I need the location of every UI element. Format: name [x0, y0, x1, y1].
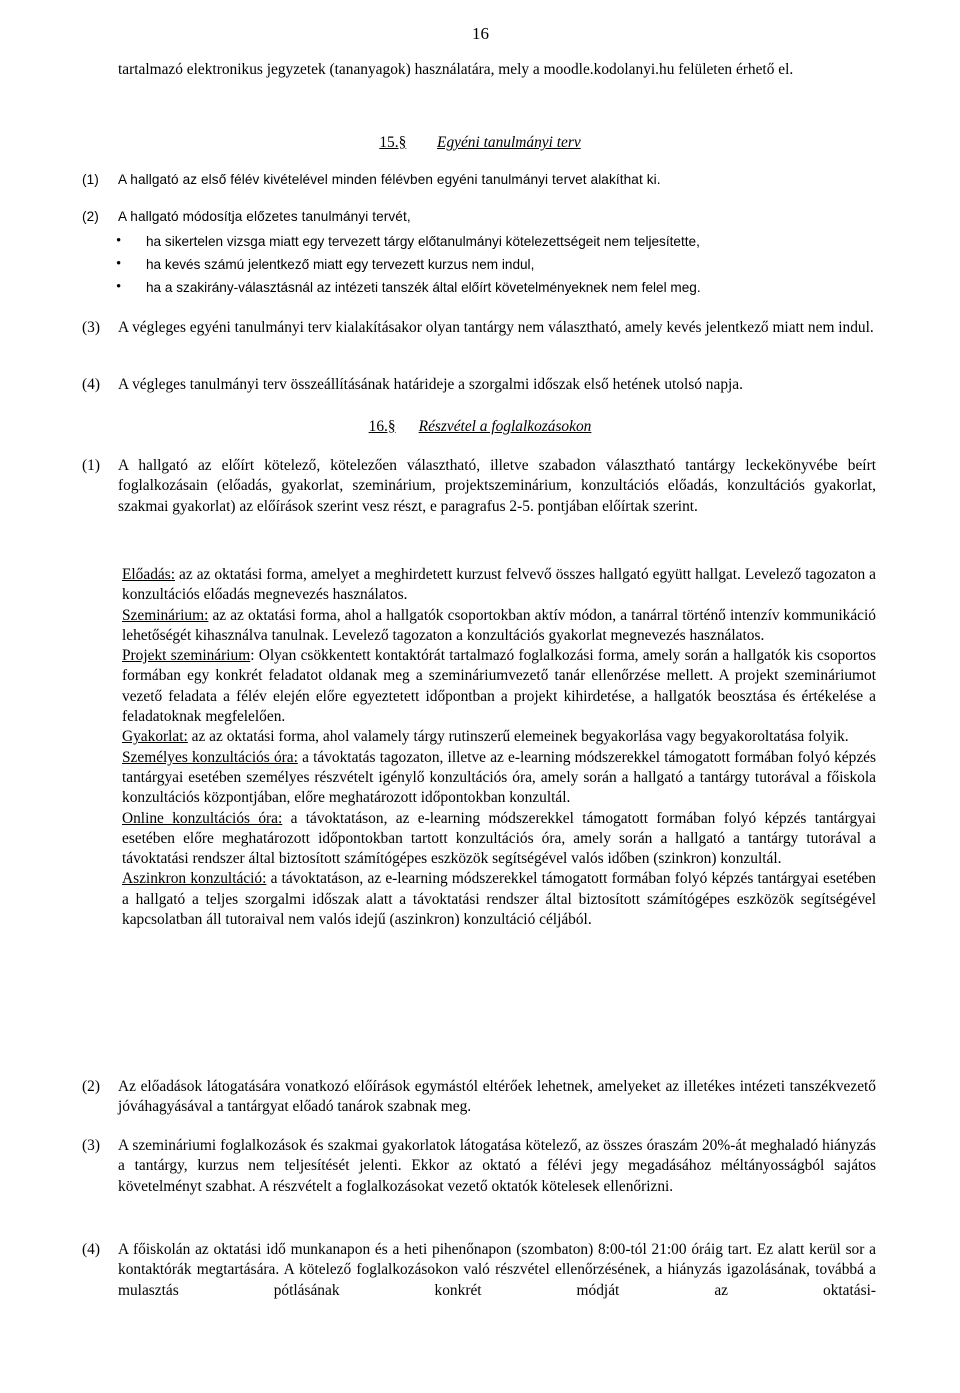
bullet-icon: • — [116, 279, 122, 295]
s15-p1-number: (1) — [82, 172, 99, 187]
s15-bullet-item: ha a szakirány-választásnál az intézeti tanszék által előírt követelményeknek nem felel meg. — [146, 280, 701, 295]
definition-item — [122, 727, 876, 747]
definitions-list — [122, 565, 876, 930]
s15-p3-number: (3) — [82, 319, 100, 336]
definition-item — [122, 646, 876, 727]
definition-text: a távoktatáson, az e-learning módszerekkel támogatott formában folyó képzés tantárgyai esetében a hallgató a teljes szorgalmi időszak alatt a távoktatási rendszer által biztosított számítógépes eszközök segítségével kapcsolatban áll tutoraival nem valós idejű (aszinkron) konzultáció céljából. — [122, 870, 876, 929]
s15-p3-text: A végleges egyéni tanulmányi terv kialakításakor olyan tantárgy nem választható, amely kevés jelentkező miatt nem indul. — [118, 319, 874, 336]
section-15-number: 15.§ — [379, 134, 407, 151]
page-number: 16 — [472, 24, 489, 43]
definition-term: Szeminárium: — [122, 606, 209, 624]
section-15-title: Egyéni tanulmányi terv — [437, 134, 581, 151]
definition-text: az az oktatási forma, ahol a hallgatók csoportokban aktív módon, a tanárral történő intenzív kommunikáció lehetőségét kihasználva tanulnak. Levelező tagozaton a konzultációs gyakorlat megnevezés használatos. — [122, 606, 876, 644]
s15-bullet-item: ha sikertelen vizsga miatt egy tervezett tárgy előtanulmányi kötelezettségeit nem teljesítette, — [146, 234, 700, 249]
definition-term: Projekt szeminárium — [122, 647, 251, 665]
s16-p3-number: (3) — [82, 1137, 100, 1154]
s16-p1-text: A hallgató az előírt kötelező, kötelezően választható, illetve szabadon választható tantárgy leckekönyvébe beírt foglalkozásain (előadás, gyakorlat, szeminárium, projektszeminárium, konzultációs előadás, konzultációs gyakorlat, szakmai gyakorlat) az előírások szerint vesz részt, e paragrafus 2-5. pontjában előírtak szerint. — [118, 457, 876, 515]
definition-text: a távoktatáson, az e-learning módszerekkel támogatott formában folyó képzés tantárgyai esetében előre meghatározott időpontokban tartott konzultációs óra, amely során a hallgató a tantárgy tutorával a távoktatási rendszer által biztosított számítógépes eszközök segítségével valós időben (szinkron) konzultál. — [122, 809, 876, 868]
definition-text: a távoktatás tagozaton, illetve az e-learning módszerekkel támogatott formában folyó képzés tantárgyai esetében személyes részvételt igénylő konzultációs óra, amely során a hallgató a tantárgy tutorával a főiskola konzultációs központjában, előre meghatározott időpontokban konzultál. — [122, 748, 876, 807]
s15-p2-text: A hallgató módosítja előzetes tanulmányi tervét, — [118, 209, 411, 224]
s16-p4-number: (4) — [82, 1241, 100, 1258]
s16-p2-number: (2) — [82, 1078, 100, 1095]
s16-p4-text: A főiskolán az oktatási idő munkanapon és a heti pihenőnapon (szombaton) 8:00-tól 21:00 óráig tart. Ez alatt kerül sor a kontaktórák megtartására. A kötelező foglalkozásokon való részvétel ellenőrzésének, a hiányzás igazolásának, továbbá a mulasztás pótlásának konkrét módját az oktatási- — [118, 1241, 876, 1299]
s15-bullet-item: ha kevés számú jelentkező miatt egy tervezett kurzus nem indul, — [146, 257, 535, 272]
bullet-icon: • — [116, 233, 122, 249]
s15-p4-text: A végleges tanulmányi terv összeállításának határideje a szorgalmi időszak első hetének utolsó napja. — [118, 376, 743, 393]
definition-item — [122, 748, 876, 809]
section-16-title: Részvétel a foglalkozásokon — [418, 418, 592, 435]
s15-p2-number: (2) — [82, 209, 99, 224]
section-15-heading — [0, 134, 960, 152]
s16-p1-number: (1) — [82, 457, 100, 474]
definition-text: az az oktatási forma, amelyet a meghirdetett kurzust felvevő összes hallgató együtt hallgat. Levelező tagozaton a konzultációs előadás megnevezés használatos. — [122, 566, 876, 604]
s15-p4-number: (4) — [82, 376, 100, 393]
definition-item — [122, 809, 876, 870]
definition-term: Gyakorlat: — [122, 728, 188, 746]
bullet-icon: • — [116, 256, 122, 272]
s15-p1-text: A hallgató az első félév kivételével minden félévben egyéni tanulmányi tervet alakíthat ki. — [118, 172, 661, 187]
definition-term: Aszinkron konzultáció: — [122, 870, 267, 888]
section-16-number: 16.§ — [368, 418, 396, 435]
definition-text: az az oktatási forma, ahol valamely tárgy rutinszerű elemeinek begyakorlása vagy begyakoroltatása folyik. — [187, 728, 849, 746]
definition-term: Személyes konzultációs óra: — [122, 748, 298, 766]
s16-p2-text: Az előadások látogatására vonatkozó előírások egymástól eltérőek lehetnek, amelyeket az illetékes intézeti tanszékvezető jóváhagyásával a tantárgyat előadó tanárok szabnak meg. — [118, 1078, 876, 1116]
definition-text: : Olyan csökkentett kontaktórát tartalmazó foglalkozási forma, amely során a hallgatók kis csoportos formában egy konkrét feladatot oldanak meg a szemináriumvezető tanár ellenőrzése mellett. A projekt szemináriumot vezető feladata a félév elején előre egyeztetett időpontban a projekt kihirdetése, a hallgatók beosztása és értékelése a feladatoknak megfelelően. — [122, 647, 876, 726]
definition-item — [122, 565, 876, 606]
definition-item — [122, 869, 876, 930]
s16-p3-text: A szemináriumi foglalkozások és szakmai gyakorlatok látogatása kötelező, az összes óraszám 20%-át meghaladó hiányzás a tantárgy, kurzus nem teljesítését jelenti. Ekkor az oktató a félévi jegy megadásához méltányosságból sajátos követelményt szabhat. A részvételt a foglalkozásokat vezető oktatók kötelesek ellenőrizni. — [118, 1137, 876, 1195]
definition-term: Előadás: — [122, 566, 175, 583]
section-16-heading — [0, 418, 960, 436]
definition-term: Online konzultációs óra: — [122, 809, 283, 827]
intro-paragraph: tartalmazó elektronikus jegyzetek (tananyagok) használatára, mely a moodle.kodolanyi.hu felületen érhető el. — [118, 61, 794, 78]
definition-item — [122, 606, 876, 647]
